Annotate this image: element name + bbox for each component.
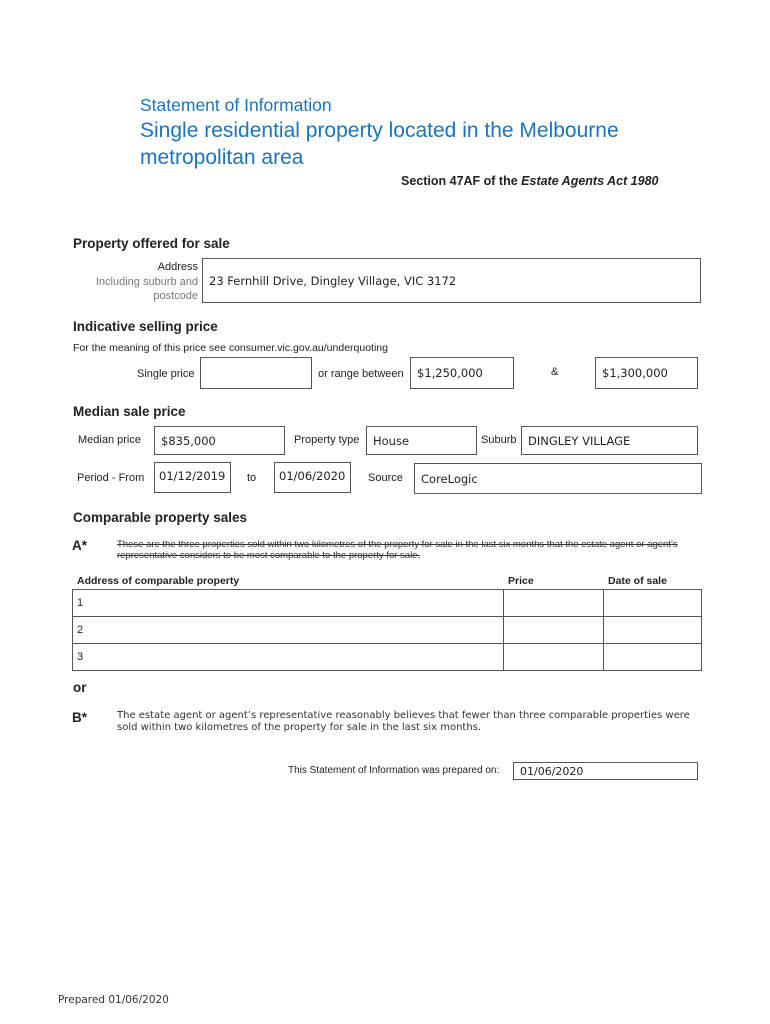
range-high-field[interactable]: $1,300,000 (595, 357, 698, 389)
comparable-date-cell[interactable] (604, 617, 702, 644)
suburb-field[interactable]: DINGLEY VILLAGE (521, 426, 698, 455)
comparable-date-cell[interactable] (604, 590, 702, 617)
act-prefix: Section 47AF of the (401, 174, 522, 188)
option-b-text: The estate agent or agent’s representative reasonably believes that fewer than three comparable properties were sold within two kilometres of the property for sale in the last six months. (117, 710, 690, 733)
property-type-label: Property type (294, 434, 360, 446)
col-address-header: Address of comparable property (77, 575, 240, 587)
period-to-label: to (247, 472, 257, 484)
source-field[interactable]: CoreLogic (414, 463, 702, 494)
single-price-field[interactable] (200, 357, 312, 389)
table-row (73, 590, 702, 617)
single-price-label: Single price (137, 368, 195, 380)
option-a-marker: A* (72, 538, 88, 553)
comparable-heading: Comparable property sales (73, 510, 248, 525)
option-b-marker: B* (72, 710, 88, 725)
comparable-address-cell[interactable] (73, 644, 504, 671)
comparable-date-cell[interactable] (604, 644, 702, 671)
comparable-table (72, 589, 702, 671)
indicative-heading: Indicative selling price (73, 319, 218, 334)
suburb-label: Suburb (481, 434, 517, 446)
address-sublabel-1: Including suburb and (95, 275, 198, 288)
median-price-label: Median price (78, 434, 141, 446)
comparable-address-cell[interactable] (73, 617, 504, 644)
document-subtitle: Single residential property located in the Melbourne metropolitan area (140, 119, 619, 169)
act-name: Estate Agents Act 1980 (521, 174, 659, 188)
comparable-price-cell[interactable] (504, 644, 604, 671)
footer-prepared-date: Prepared 01/06/2020 (58, 994, 169, 1006)
range-label: or range between (318, 368, 404, 380)
indicative-note: For the meaning of this price see consumer.vic.gov.au/underquoting (73, 342, 388, 354)
col-price-header: Price (508, 575, 534, 587)
or-label: or (73, 680, 87, 695)
comparable-address-cell[interactable] (73, 590, 504, 617)
table-row (73, 644, 702, 671)
option-a-text: These are the three properties sold within two kilometres of the property for sale in the last six months that the estate agent or agent’s representative considers to be most comparable to the property for sale. (117, 539, 678, 561)
comparable-price-cell[interactable] (504, 590, 604, 617)
range-and-label: & (551, 366, 559, 378)
period-to-field[interactable]: 01/06/2020 (274, 462, 351, 493)
prepared-on-field[interactable]: 01/06/2020 (513, 762, 698, 780)
source-label: Source (368, 472, 403, 484)
property-type-field[interactable]: House (366, 426, 477, 455)
median-heading: Median sale price (73, 404, 186, 419)
range-low-field[interactable]: $1,250,000 (410, 357, 514, 389)
comparable-price-cell[interactable] (504, 617, 604, 644)
table-row (73, 617, 702, 644)
address-field[interactable]: 23 Fernhill Drive, Dingley Village, VIC 3172 (202, 258, 701, 303)
prepared-on-label: This Statement of Information was prepared on: (288, 765, 500, 776)
row-number: 3 (77, 651, 84, 663)
period-from-field[interactable]: 01/12/2019 (154, 462, 231, 493)
median-price-field[interactable]: $835,000 (154, 426, 285, 455)
address-sublabel-2: postcode (153, 290, 198, 302)
period-from-label: Period - From (77, 472, 145, 484)
row-number: 2 (77, 624, 84, 636)
col-date-header: Date of sale (608, 575, 667, 587)
act-reference (401, 174, 658, 188)
property-heading: Property offered for sale (73, 236, 230, 251)
document-title: Statement of Information (140, 95, 332, 115)
row-number: 1 (77, 597, 84, 609)
address-label-block (84, 260, 198, 304)
address-label: Address (157, 261, 198, 273)
